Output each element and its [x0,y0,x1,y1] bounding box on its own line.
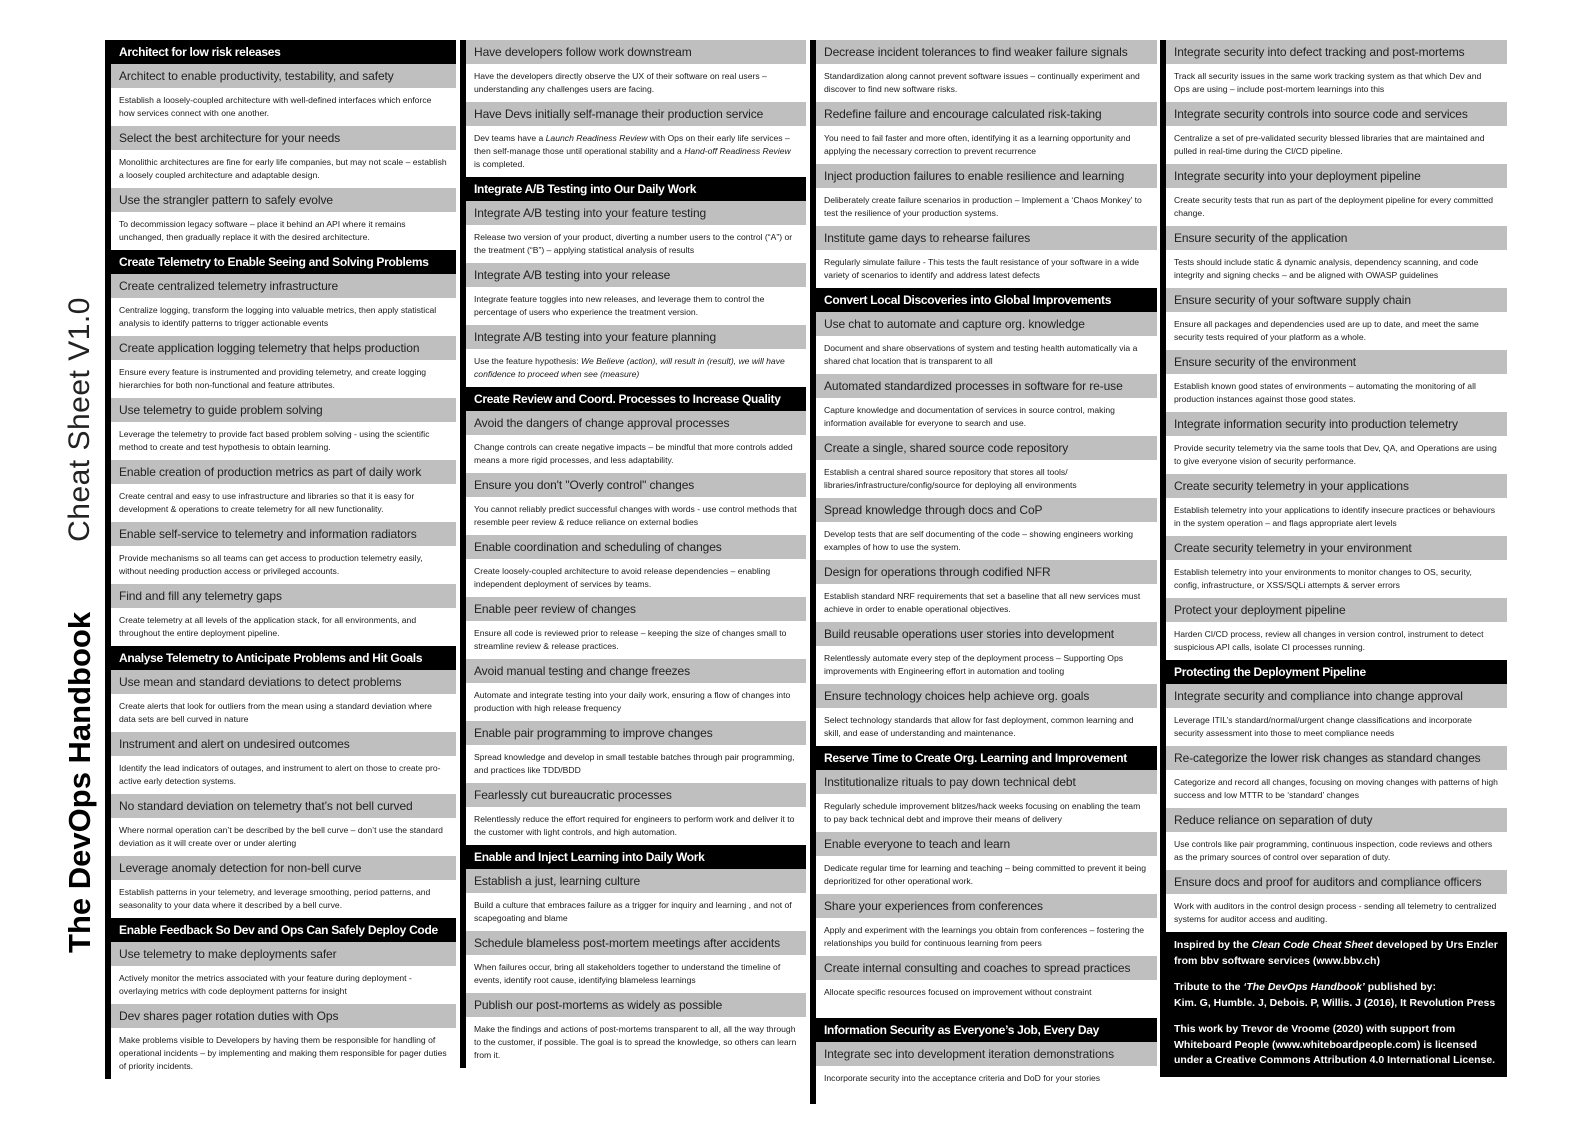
item-description [816,336,1157,374]
item-title: Enable coordination and scheduling of changes [466,535,806,559]
text-segment: Dev teams have a [474,133,546,143]
item-description [1166,250,1507,288]
cheat-item [1166,412,1507,474]
item-title: Select the best architecture for your needs [111,126,456,150]
item-title: Inject production failures to enable resilience and learning [816,164,1157,188]
item-description [111,818,456,856]
item-description [1166,708,1507,746]
text-segment: Create telemetry at all levels of the application stack, for all environments, and throughout the entire deployment pipeline. [119,615,417,638]
text-segment: Work with auditors in the control design process - sending all telemetry to centralized systems for auditor access and auditing. [1174,901,1497,924]
cheat-item [1166,474,1507,536]
item-description [466,1017,806,1068]
item-description [816,584,1157,622]
column-4 [1160,40,1507,1077]
text-segment: Build a culture that embraces failure as a trigger for inquiry and learning , and not of scapegoating and blame [474,900,792,923]
item-title: Integrate information security into production telemetry [1166,412,1507,436]
text-segment: Create central and easy to use infrastructure and libraries so that it is easy for development & operations to create telemetry for all new functionality. [119,491,415,514]
side-title [60,275,100,975]
cheat-item [466,535,806,597]
text-segment: Establish a loosely-coupled architecture with well-defined interfaces which enforce how services connect with one another. [119,95,432,118]
item-title: Create security telemetry in your environment [1166,536,1507,560]
cheat-item [111,794,456,856]
text-segment: To decommission legacy software – place it behind an API where it remains unchanged, then gradually replace it with the desired architecture. [119,219,406,242]
section-header: Information Security as Everyone’s Job, Every Day [816,1018,1157,1042]
credits-paragraph [1174,1022,1499,1069]
text-segment: published by: Kim. G, Humble. J, Debois. P, Willis. J (2016), It Revolution Press [1174,981,1496,1009]
text-segment: Apply and experiment with the learnings you obtain from conferences – fostering the relationships you build for continuous learning from peers [824,925,1145,948]
section-header: Protecting the Deployment Pipeline [1166,660,1507,684]
item-title: Spread knowledge through docs and CoP [816,498,1157,522]
item-title: Integrate security into defect tracking and post-mortems [1166,40,1507,64]
item-title: Avoid manual testing and change freezes [466,659,806,683]
text-segment: Track all security issues in the same work tracking system as that which Dev and Ops are using – include post-mortem learnings into this [1174,71,1482,94]
cheat-item [1166,102,1507,164]
cheat-item [816,1042,1157,1104]
item-title: Reduce reliance on separation of duty [1166,808,1507,832]
column-2 [460,40,806,1068]
text-segment: Incorporate security into the acceptance criteria and DoD for your stories [824,1073,1101,1083]
item-title: Build reusable operations user stories into development [816,622,1157,646]
item-title: Ensure security of the application [1166,226,1507,250]
cheat-item [111,460,456,522]
item-title: Ensure you don't "Overly control" changes [466,473,806,497]
item-title: Institutionalize rituals to pay down technical debt [816,770,1157,794]
item-description [816,126,1157,164]
item-title: Use telemetry to make deployments safer [111,942,456,966]
emphasis-text: We Believe (action), will result in (result), we will have confidence to proceed when see (measure) [474,356,785,379]
text-segment: Establish standard NRF requirements that set a baseline that all new services must achieve in order to enable operational objectives. [824,591,1141,614]
cheat-item [466,869,806,931]
section-header: Enable and Inject Learning into Daily Work [466,845,806,869]
text-segment: Create security tests that run as part of the deployment pipeline for every committed change. [1174,195,1494,218]
item-title: Institute game days to rehearse failures [816,226,1157,250]
item-description [816,398,1157,436]
item-title: Find and fill any telemetry gaps [111,584,456,608]
text-segment: Ensure all packages and dependencies used are up to date, and meet the same security tests required of your platform as a whole. [1174,319,1479,342]
item-title: Enable everyone to teach and learn [816,832,1157,856]
text-segment: Centralize a set of pre-validated security blessed libraries that are maintained and pulled in real-time during the CI/CD pipeline. [1174,133,1485,156]
cheat-item [111,942,456,1004]
cheat-item [816,374,1157,436]
section-header: Reserve Time to Create Org. Learning and Improvement [816,746,1157,770]
cheat-item [816,164,1157,226]
cheat-item [816,832,1157,894]
text-segment: Ensure every feature is instrumented and providing telemetry, and create logging hierarchies for both non-functional and feature attributes. [119,367,426,390]
item-title: Integrate A/B testing into your feature planning [466,325,806,349]
item-title: Avoid the dangers of change approval processes [466,411,806,435]
item-title: Fearlessly cut bureaucratic processes [466,783,806,807]
item-description [816,188,1157,226]
emphasis-text: Clean Code Cheat Sheet [1251,939,1373,951]
text-segment: Automate and integrate testing into your daily work, ensuring a flow of changes into production with high release frequency [474,690,791,713]
item-title: Integrate security controls into source code and services [1166,102,1507,126]
cheat-item [111,856,456,918]
text-segment: This work by Trevor de Vroome (2020) with support from Whiteboard People (www.whiteboardpeople.com) is licensed under a Creative Commons Attribution 4.0 International License. [1174,1023,1496,1066]
cheat-item [816,956,1157,1018]
cheat-item [816,436,1157,498]
item-description [111,546,456,584]
cheat-item [466,263,806,325]
item-description [1166,832,1507,870]
item-description [816,856,1157,894]
section-header: Create Review and Coord. Processes to Increase Quality [466,387,806,411]
credits-footer [1166,932,1507,1077]
item-description [466,621,806,659]
item-description [1166,64,1507,102]
cheat-item [111,732,456,794]
item-description [816,646,1157,684]
text-segment: Use the feature hypothesis: [474,356,582,366]
text-segment: Leverage ITIL’s standard/normal/urgent change classifications and incorporate security assessment into those to meet compliance needs [1174,715,1472,738]
cheat-item [111,670,456,732]
cheat-item [1166,350,1507,412]
text-segment: Create loosely-coupled architecture to avoid release dependencies – enabling independent deployment of services by teams. [474,566,771,589]
item-description [111,360,456,398]
item-description [816,250,1157,288]
item-title: Create centralized telemetry infrastructure [111,274,456,298]
text-segment: is completed. [474,159,525,169]
text-segment: developed by Urs Enzler from bbv software services (www.bbv.ch) [1174,939,1498,967]
cheat-item [1166,536,1507,598]
cheat-item [1166,226,1507,288]
cheat-sheet-version: Cheat Sheet V1.0 [63,297,96,542]
item-description [111,422,456,460]
item-description [1166,894,1507,932]
item-description [1166,560,1507,598]
item-title: Share your experiences from conferences [816,894,1157,918]
item-title: Dev shares pager rotation duties with Ops [111,1004,456,1028]
item-title: Use telemetry to guide problem solving [111,398,456,422]
item-description [111,88,456,126]
emphasis-text: Launch Readiness Review [545,133,648,143]
item-description [1166,436,1507,474]
text-segment: Make the findings and actions of post-mortems transparent to all, all the way through to the customer, if possible. The goal is to spread the knowledge, so others can learn from it. [474,1024,797,1060]
credits-paragraph [1174,938,1499,969]
item-title: Create application logging telemetry that helps production [111,336,456,360]
section-header: Architect for low risk releases [111,40,456,64]
item-description [466,126,806,177]
cheat-item [816,684,1157,746]
item-description [466,497,806,535]
cheat-item [466,411,806,473]
item-description [1166,374,1507,412]
text-segment: Make problems visible to Developers by having them be responsible for handling of operational incidents – by implementing and making them responsible for pager duties of priority incidents. [119,1035,447,1071]
item-description [111,694,456,732]
cheat-item [816,498,1157,560]
text-segment: Spread knowledge and develop in small testable batches through pair programming, and practices like TDD/BDD [474,752,795,775]
credits-paragraph [1174,980,1499,1011]
text-segment: Select technology standards that allow for fast deployment, common learning and skill, and ease of understanding and maintenance. [824,715,1134,738]
item-description [111,756,456,794]
text-segment: Monolithic architectures are fine for early life companies, but may not scale – establish a loosely coupled architecture and adaptable design. [119,157,447,180]
cheat-item [466,325,806,387]
section-header: Create Telemetry to Enable Seeing and Solving Problems [111,250,456,274]
column-1 [105,40,456,1079]
cheat-item [1166,870,1507,932]
cheat-item [111,274,456,336]
item-description [466,893,806,931]
cheat-item [111,64,456,126]
item-description [111,1028,456,1079]
text-segment: Use controls like pair programming, continuous inspection, code reviews and others as the primary sources of control over separation of duty. [1174,839,1493,862]
text-segment: Standardization along cannot prevent software issues – continually experiment and discover to find new software risks. [824,71,1140,94]
item-description [111,880,456,918]
text-segment: Categorize and record all changes, focusing on moving changes with patterns of high success and low MTTR to be ‘standard’ changes [1174,777,1498,800]
text-segment: Identify the lead indicators of outages, and instrument to alert on those to create pro-active early detection systems. [119,763,441,786]
item-title: Design for operations through codified NFR [816,560,1157,584]
section-header: Convert Local Discoveries into Global Improvements [816,288,1157,312]
cheat-item [1166,288,1507,350]
cheat-item [466,201,806,263]
item-description [111,484,456,522]
item-description [466,559,806,597]
text-segment: Change controls can create negative impacts – be mindful that more controls added means a more rigid processes, and less adaptability. [474,442,793,465]
item-title: Ensure technology choices help achieve org. goals [816,684,1157,708]
cheat-item [816,102,1157,164]
cheat-item [466,473,806,535]
cheat-item [466,993,806,1068]
item-description [466,64,806,102]
cheat-item [1166,684,1507,746]
text-segment: Document and share observations of system and testing health automatically via a shared chat location that is transparent to all [824,343,1138,366]
item-title: Integrate sec into development iteration demonstrations [816,1042,1157,1066]
cheat-item [466,40,806,102]
section-header: Analyse Telemetry to Anticipate Problems and Hit Goals [111,646,456,670]
item-description [816,64,1157,102]
cheat-item [1166,164,1507,226]
cheat-item [111,584,456,646]
item-description [466,807,806,845]
item-title: Use mean and standard deviations to detect problems [111,670,456,694]
text-segment: Tribute to the [1174,981,1244,993]
item-title: Create a single, shared source code repository [816,436,1157,460]
text-segment: Ensure all code is reviewed prior to release – keeping the size of changes small to streamline review & release practices. [474,628,787,651]
item-title: Integrate A/B testing into your feature testing [466,201,806,225]
cheat-item [816,560,1157,622]
item-description [1166,498,1507,536]
cheat-item [466,721,806,783]
handbook-title: The DevOps Handbook [62,611,97,953]
cheat-item [111,522,456,584]
text-segment: Establish a central shared source repository that stores all tools/ libraries/infrastructure/config/source for deploying all environments [824,467,1077,490]
item-description [816,708,1157,746]
item-description [1166,188,1507,226]
text-segment: Establish telemetry into your applications to identify insecure practices or behaviours in the system operation – and flags appropriate alert levels [1174,505,1495,528]
item-description [111,150,456,188]
emphasis-text: Hand-off Readiness Review [684,146,791,156]
item-description [466,745,806,783]
text-segment: Inspired by the [1174,939,1252,951]
cheat-item [466,783,806,845]
item-description [1166,126,1507,164]
item-description [111,608,456,646]
cheat-item [466,931,806,993]
item-title: Have developers follow work downstream [466,40,806,64]
text-segment: Allocate specific resources focused on improvement without constraint [824,987,1092,997]
section-header: Integrate A/B Testing into Our Daily Work [466,177,806,201]
text-segment: When failures occur, bring all stakeholders together to understand the timeline of events, identify root cause, identifying blameless learnings [474,962,781,985]
item-title: Have Devs initially self-manage their production service [466,102,806,126]
cheat-item [111,1004,456,1079]
cheat-item [1166,808,1507,870]
item-description [466,287,806,325]
text-segment: Create alerts that look for outliers from the mean using a standard deviation where data sets are bell curved in nature [119,701,432,724]
item-title: Integrate security and compliance into change approval [1166,684,1507,708]
item-title: Integrate security into your deployment pipeline [1166,164,1507,188]
item-description [111,298,456,336]
section-header: Enable Feedback So Dev and Ops Can Safely Deploy Code [111,918,456,942]
text-segment: Relentlessly automate every step of the deployment process – Supporting Ops improvements with Engineering effort in automation and tooling [824,653,1124,676]
item-title: Protect your deployment pipeline [1166,598,1507,622]
text-segment: with Ops on their early life services – then self-manage those until operational stability and a [474,133,790,156]
text-segment: Deliberately create failure scenarios in production – Implement a ‘Chaos Monkey’ to test the resilience of your production systems. [824,195,1142,218]
text-segment: Regularly simulate failure - This tests the fault resistance of your software in a wide variety of scenarios to identify and address latest defects [824,257,1140,280]
text-segment: Release two version of your product, diverting a number users to the control (“A”) or the treatment (“B”) – applying statistical analysis of results [474,232,793,255]
text-segment: Integrate feature toggles into new releases, and leverage them to control the percentage of users who experience the treatment version. [474,294,765,317]
column-3 [810,40,1157,1104]
text-segment: You cannot reliably predict successful changes with words - use control methods that resemble peer review & reduce reliance on external bodies [474,504,797,527]
text-segment: Actively monitor the metrics associated with your feature during deployment - overlaying metrics with code deployment patterns for insight [119,973,412,996]
cheat-item [816,894,1157,956]
item-description [816,522,1157,560]
item-description [816,918,1157,956]
emphasis-text: ‘The DevOps Handbook’ [1243,981,1365,993]
item-title: Schedule blameless post-mortem meetings after accidents [466,931,806,955]
item-title: Enable pair programming to improve changes [466,721,806,745]
item-description [466,683,806,721]
text-segment: Develop tests that are self documenting of the code – showing engineers working examples of how to use the system. [824,529,1134,552]
text-segment: Tests should include static & dynamic analysis, dependency scanning, and code integrity and signing checks – and be aligned with OWASP guidelines [1174,257,1479,280]
item-description [466,225,806,263]
text-segment: Leverage the telemetry to provide fact based problem solving - using the scientific method to create and test hypothesis to obtain learning. [119,429,430,452]
cheat-item [466,102,806,177]
cheat-item [111,188,456,250]
item-title: Ensure security of the environment [1166,350,1507,374]
item-title: Re-categorize the lower risk changes as standard changes [1166,746,1507,770]
item-title: Use chat to automate and capture org. knowledge [816,312,1157,336]
item-description [466,435,806,473]
item-title: Architect to enable productivity, testability, and safety [111,64,456,88]
item-title: Automated standardized processes in software for re-use [816,374,1157,398]
cheat-item [816,770,1157,832]
item-title: Integrate A/B testing into your release [466,263,806,287]
text-segment: Harden CI/CD process, review all changes in version control, instrument to detect suspicious API calls, isolate CI processes running. [1174,629,1484,652]
item-title: Enable peer review of changes [466,597,806,621]
text-segment: Relentlessly reduce the effort required for engineers to perform work and deliver it to the customer with light controls, and high automation. [474,814,795,837]
text-segment: Provide mechanisms so all teams can get access to production telemetry easily, without needing production access or privileged accounts. [119,553,423,576]
item-title: Ensure docs and proof for auditors and compliance officers [1166,870,1507,894]
text-segment: Have the developers directly observe the UX of their software on real users – understanding any challenges users are facing. [474,71,767,94]
item-description [816,1066,1157,1104]
item-description [111,212,456,250]
text-segment: Establish known good states of environments – automating the monitoring of all production instances against those good states. [1174,381,1476,404]
item-title: Redefine failure and encourage calculated risk-taking [816,102,1157,126]
cheat-item [816,312,1157,374]
item-title: Create security telemetry in your applications [1166,474,1507,498]
text-segment: Centralize logging, transform the logging into valuable metrics, then apply statistical analysis to identify patterns to trigger actionable events [119,305,437,328]
item-title: Enable creation of production metrics as part of daily work [111,460,456,484]
item-description [466,349,806,387]
item-title: Enable self-service to telemetry and information radiators [111,522,456,546]
cheat-item [466,597,806,659]
item-title: Establish a just, learning culture [466,869,806,893]
item-title: Decrease incident tolerances to find weaker failure signals [816,40,1157,64]
item-description [816,980,1157,1018]
cheat-item [111,126,456,188]
cheat-item [1166,598,1507,660]
text-segment: Establish patterns in your telemetry, and leverage smoothing, period patterns, and seasonality to your data where it described by a bell curve. [119,887,431,910]
text-segment: Provide security telemetry via the same tools that Dev, QA, and Operations are using to give everyone vision of security performance. [1174,443,1497,466]
item-description [1166,622,1507,660]
item-title: Create internal consulting and coaches to spread practices [816,956,1157,980]
item-description [1166,312,1507,350]
cheat-item [816,622,1157,684]
cheat-item [1166,746,1507,808]
cheat-item [816,226,1157,288]
item-title: Ensure security of your software supply chain [1166,288,1507,312]
text-segment: Establish telemetry into your environments to monitor changes to OS, security, config, infrastructure, or XSS/SQLi attempts & server errors [1174,567,1472,590]
item-description [816,460,1157,498]
item-description [466,955,806,993]
text-segment: Dedicate regular time for learning and teaching – being committed to prevent it being deprioritized for other operational work. [824,863,1146,886]
item-description [111,966,456,1004]
item-title: Leverage anomaly detection for non-bell curve [111,856,456,880]
cheat-item [111,398,456,460]
item-description [1166,770,1507,808]
text-segment: Capture knowledge and documentation of services in source control, making information available for everyone to search and use. [824,405,1115,428]
cheat-item [111,336,456,398]
item-title: No standard deviation on telemetry that’s not bell curved [111,794,456,818]
text-segment: Regularly schedule improvement blitzes/hack weeks focusing on enabling the team to pay back technical debt and improve their means of delivery [824,801,1141,824]
item-title: Instrument and alert on undesired outcomes [111,732,456,756]
item-title: Publish our post-mortems as widely as possible [466,993,806,1017]
cheat-item [816,40,1157,102]
cheat-item [1166,40,1507,102]
cheat-item [466,659,806,721]
text-segment: You need to fail faster and more often, identifying it as a learning opportunity and applying the necessary correction to prevent recurrence [824,133,1131,156]
item-description [816,794,1157,832]
text-segment: Where normal operation can’t be described by the bell curve – don’t use the standard deviation as it will create over or under alerting [119,825,443,848]
item-title: Use the strangler pattern to safely evolve [111,188,456,212]
